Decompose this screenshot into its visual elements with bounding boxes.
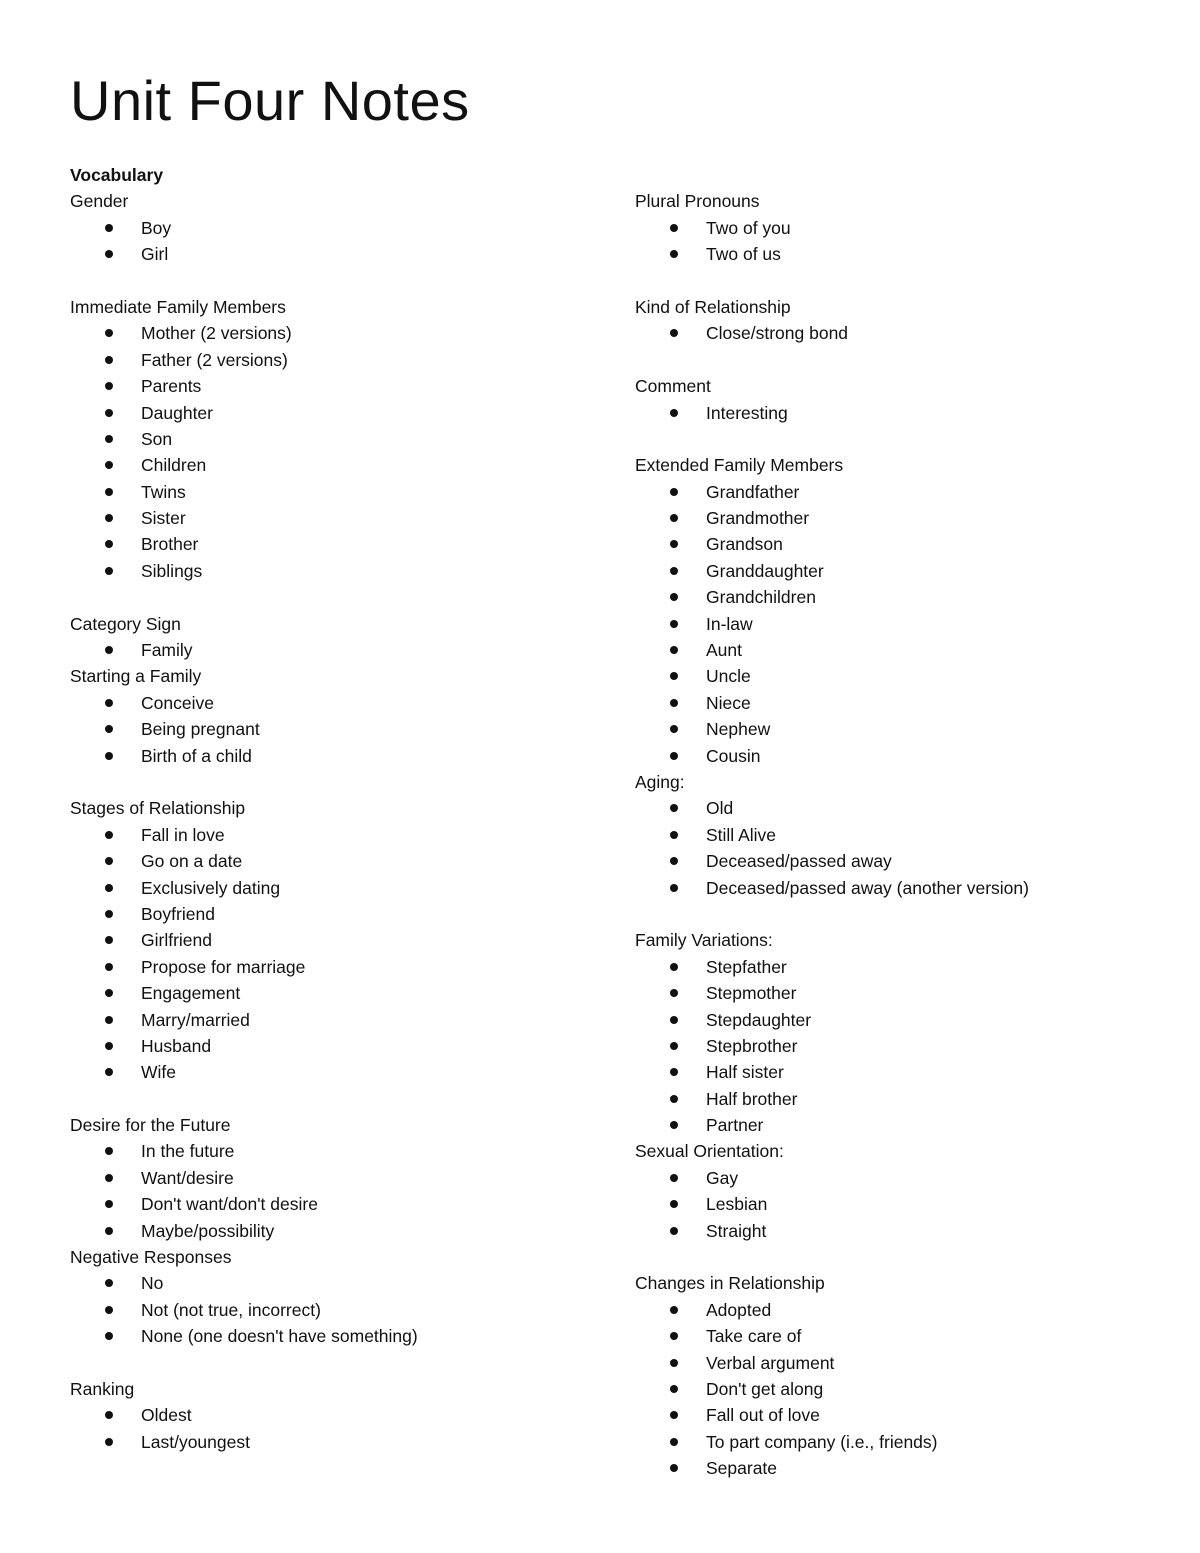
list-item-text: Grandson	[706, 534, 783, 555]
bullet-icon	[670, 672, 678, 680]
bullet-icon	[105, 224, 113, 232]
list-item-text: Family	[141, 640, 193, 661]
list-item	[70, 875, 610, 901]
bullet-list	[635, 1165, 1175, 1244]
list-item-text: Brother	[141, 534, 199, 555]
list-item	[70, 1007, 610, 1033]
bullet-icon	[105, 250, 113, 258]
list-item	[70, 1297, 610, 1323]
list-item-text: None (one doesn't have something)	[141, 1326, 418, 1347]
section-heading: Stages of Relationship	[70, 798, 246, 819]
list-item-text: Birth of a child	[141, 745, 252, 766]
list-item-text: Uncle	[706, 666, 751, 687]
list-item-text: Cousin	[706, 745, 761, 766]
list-item	[70, 1191, 610, 1217]
bullet-icon	[105, 752, 113, 760]
list-item	[635, 1218, 1175, 1244]
list-item	[70, 690, 610, 716]
section	[70, 1244, 610, 1350]
bullet-list	[635, 479, 1175, 769]
bullet-icon	[670, 1200, 678, 1208]
bullet-icon	[670, 989, 678, 997]
section-heading: Negative Responses	[70, 1247, 232, 1268]
bullet-icon	[670, 1042, 678, 1050]
list-item-text: Propose for marriage	[141, 956, 306, 977]
list-item	[70, 241, 610, 267]
page-title: Unit Four Notes	[70, 69, 470, 132]
bullet-icon	[105, 1200, 113, 1208]
list-item	[635, 1007, 1175, 1033]
bullet-list	[635, 1297, 1175, 1482]
bullet-icon	[670, 1306, 678, 1314]
bullet-icon	[670, 1095, 678, 1103]
list-item-text: Separate	[706, 1458, 778, 1479]
list-item-text: Twins	[141, 481, 186, 502]
list-item-text: Straight	[706, 1220, 767, 1241]
list-item	[70, 1059, 610, 1085]
list-item-text: To part company (i.e., friends)	[706, 1431, 938, 1452]
bullet-list	[70, 1270, 610, 1349]
section-heading: Sexual Orientation:	[635, 1141, 784, 1162]
bullet-icon	[670, 1174, 678, 1182]
list-item	[635, 215, 1175, 241]
section	[635, 927, 1175, 1138]
list-item	[70, 1323, 610, 1349]
bullet-list	[635, 795, 1175, 901]
bullet-icon	[670, 250, 678, 258]
bullet-icon	[670, 1438, 678, 1446]
list-item	[635, 1165, 1175, 1191]
left-column	[70, 162, 610, 1455]
section-heading: Plural Pronouns	[635, 191, 760, 212]
bullet-list	[635, 215, 1175, 268]
list-item-text: Exclusively dating	[141, 877, 281, 898]
bullet-icon	[105, 857, 113, 865]
list-item-text: Verbal argument	[706, 1352, 835, 1373]
list-item-text: Still Alive	[706, 824, 777, 845]
list-item	[70, 901, 610, 927]
list-item	[635, 1323, 1175, 1349]
bullet-icon	[105, 1306, 113, 1314]
list-item-text: Deceased/passed away	[706, 851, 892, 872]
bullet-icon	[105, 1147, 113, 1155]
section-heading: Starting a Family	[70, 666, 202, 687]
list-item	[635, 505, 1175, 531]
bullet-icon	[670, 1411, 678, 1419]
bullet-icon	[670, 593, 678, 601]
list-item-text: Daughter	[141, 402, 213, 423]
list-item-text: Don't want/don't desire	[141, 1194, 318, 1215]
bullet-icon	[105, 329, 113, 337]
list-item	[70, 320, 610, 346]
list-item	[635, 531, 1175, 557]
list-item-text: Engagement	[141, 983, 241, 1004]
bullet-list	[70, 690, 610, 769]
list-item-text: Niece	[706, 692, 751, 713]
list-item-text: Old	[706, 798, 734, 819]
section-heading: Desire for the Future	[70, 1115, 231, 1136]
bullet-icon	[670, 409, 678, 417]
list-item	[70, 479, 610, 505]
list-item	[70, 1402, 610, 1428]
bullet-icon	[105, 831, 113, 839]
list-item	[635, 1376, 1175, 1402]
bullet-icon	[670, 699, 678, 707]
list-item-text: Son	[141, 428, 173, 449]
list-item	[635, 1429, 1175, 1455]
list-item-text: Two of you	[706, 217, 791, 238]
section	[635, 452, 1175, 769]
list-item	[635, 980, 1175, 1006]
section-heading: Changes in Relationship	[635, 1273, 825, 1294]
bullet-icon	[670, 1332, 678, 1340]
bullet-icon	[670, 514, 678, 522]
list-item	[635, 320, 1175, 346]
list-item	[70, 980, 610, 1006]
list-item	[70, 373, 610, 399]
list-item	[635, 663, 1175, 689]
bullet-icon	[670, 620, 678, 628]
list-item-text: Granddaughter	[706, 560, 824, 581]
bullet-icon	[670, 567, 678, 575]
bullet-icon	[105, 356, 113, 364]
section	[635, 769, 1175, 901]
list-item	[635, 1455, 1175, 1481]
section	[635, 373, 1175, 426]
list-item-text: Half sister	[706, 1062, 784, 1083]
list-item	[635, 1191, 1175, 1217]
bullet-icon	[105, 646, 113, 654]
list-item-text: Last/youngest	[141, 1431, 250, 1452]
section	[70, 1376, 610, 1455]
list-item-text: Fall in love	[141, 824, 225, 845]
list-item	[635, 241, 1175, 267]
list-item-text: Stepdaughter	[706, 1009, 812, 1030]
bullet-icon	[670, 224, 678, 232]
list-item	[635, 400, 1175, 426]
list-item	[70, 637, 610, 663]
bullet-list	[70, 215, 610, 268]
list-item-text: Boy	[141, 217, 172, 238]
bullet-icon	[105, 963, 113, 971]
section	[70, 663, 610, 769]
list-item	[635, 743, 1175, 769]
list-item-text: Grandchildren	[706, 587, 816, 608]
list-item	[635, 954, 1175, 980]
list-item-text: Lesbian	[706, 1194, 768, 1215]
list-item-text: Take care of	[706, 1326, 802, 1347]
section	[70, 294, 610, 584]
section	[70, 795, 610, 1085]
list-item-text: Grandmother	[706, 508, 810, 529]
list-item-text: Go on a date	[141, 851, 243, 872]
list-item-text: Sister	[141, 508, 186, 529]
list-item	[635, 558, 1175, 584]
section-heading: Aging:	[635, 771, 685, 792]
list-item	[70, 822, 610, 848]
list-item-text: Stepfather	[706, 956, 787, 977]
list-item	[70, 743, 610, 769]
bullet-icon	[670, 752, 678, 760]
section	[70, 1112, 610, 1244]
bullet-icon	[670, 1227, 678, 1235]
list-item-text: Husband	[141, 1035, 212, 1056]
bullet-icon	[670, 963, 678, 971]
bullet-list	[70, 822, 610, 1086]
section-heading: Kind of Relationship	[635, 296, 791, 317]
list-item	[70, 452, 610, 478]
list-item-text: Adopted	[706, 1299, 772, 1320]
list-item-text: Parents	[141, 376, 202, 397]
list-item-text: Close/strong bond	[706, 323, 849, 344]
bullet-icon	[105, 699, 113, 707]
list-item-text: Interesting	[706, 402, 788, 423]
section	[70, 611, 610, 664]
section-heading: Gender	[70, 191, 129, 212]
bullet-icon	[105, 989, 113, 997]
bullet-list	[635, 954, 1175, 1139]
list-item-text: Maybe/possibility	[141, 1220, 275, 1241]
list-item	[70, 1218, 610, 1244]
list-item	[635, 1086, 1175, 1112]
list-item-text: Boyfriend	[141, 903, 215, 924]
bullet-icon	[105, 1332, 113, 1340]
list-item	[635, 1297, 1175, 1323]
bullet-icon	[670, 831, 678, 839]
bullet-icon	[105, 409, 113, 417]
list-item-text: Deceased/passed away (another version)	[706, 877, 1029, 898]
bullet-icon	[105, 725, 113, 733]
section-heading: Family Variations:	[635, 930, 773, 951]
list-item	[635, 1350, 1175, 1376]
list-item	[635, 479, 1175, 505]
list-item-text: Fall out of love	[706, 1405, 820, 1426]
bullet-list	[635, 400, 1175, 426]
list-item	[70, 400, 610, 426]
bullet-icon	[105, 1279, 113, 1287]
list-item-text: Wife	[141, 1062, 176, 1083]
list-item	[635, 1402, 1175, 1428]
bullet-icon	[105, 1438, 113, 1446]
bullet-list	[70, 637, 610, 663]
list-item	[635, 1112, 1175, 1138]
section	[635, 1270, 1175, 1481]
bullet-list	[635, 320, 1175, 346]
bullet-icon	[670, 329, 678, 337]
list-item	[70, 347, 610, 373]
list-item-text: Want/desire	[141, 1167, 234, 1188]
bullet-icon	[670, 1464, 678, 1472]
list-item	[635, 716, 1175, 742]
list-item-text: Girl	[141, 244, 169, 265]
bullet-icon	[105, 382, 113, 390]
list-item	[635, 822, 1175, 848]
bullet-icon	[670, 1121, 678, 1129]
list-item	[70, 531, 610, 557]
bullet-icon	[670, 857, 678, 865]
bullet-icon	[105, 514, 113, 522]
bullet-icon	[105, 884, 113, 892]
bullet-icon	[670, 1016, 678, 1024]
bullet-icon	[670, 646, 678, 654]
list-item-text: Children	[141, 455, 207, 476]
list-item-text: Half brother	[706, 1088, 798, 1109]
section	[635, 1138, 1175, 1244]
bullet-icon	[105, 910, 113, 918]
list-item	[70, 716, 610, 742]
list-item-text: Stepbrother	[706, 1035, 798, 1056]
list-item-text: Girlfriend	[141, 930, 212, 951]
bullet-list	[70, 320, 610, 584]
bullet-icon	[670, 1359, 678, 1367]
list-item-text: Don't get along	[706, 1378, 824, 1399]
bullet-icon	[670, 725, 678, 733]
bullet-icon	[105, 936, 113, 944]
bullet-list	[70, 1138, 610, 1244]
list-item	[70, 558, 610, 584]
list-item-text: Not (not true, incorrect)	[141, 1299, 321, 1320]
list-item	[70, 954, 610, 980]
list-item-text: Grandfather	[706, 481, 800, 502]
list-item	[635, 1059, 1175, 1085]
section-heading: Comment	[635, 376, 711, 397]
list-item	[70, 1429, 610, 1455]
right-column	[635, 162, 1175, 1482]
list-item	[635, 584, 1175, 610]
list-item	[70, 215, 610, 241]
list-item	[70, 848, 610, 874]
list-item-text: Conceive	[141, 692, 214, 713]
bullet-icon	[670, 488, 678, 496]
section-heading: Ranking	[70, 1378, 135, 1399]
vocabulary-heading: Vocabulary	[70, 165, 164, 185]
bullet-list	[70, 1402, 610, 1455]
list-item	[70, 927, 610, 953]
list-item	[70, 1138, 610, 1164]
list-item	[635, 848, 1175, 874]
list-item-text: Father (2 versions)	[141, 349, 288, 370]
bullet-icon	[105, 1411, 113, 1419]
list-item-text: Aunt	[706, 640, 742, 661]
list-item-text: Oldest	[141, 1405, 192, 1426]
list-item-text: Nephew	[706, 719, 771, 740]
list-item-text: Gay	[706, 1167, 739, 1188]
list-item-text: In the future	[141, 1141, 235, 1162]
bullet-icon	[670, 540, 678, 548]
list-item	[635, 1033, 1175, 1059]
list-item-text: Marry/married	[141, 1009, 250, 1030]
list-item-text: Siblings	[141, 560, 203, 581]
list-item-text: Stepmother	[706, 983, 797, 1004]
bullet-icon	[105, 488, 113, 496]
section	[635, 188, 1175, 267]
section-heading: Category Sign	[70, 613, 181, 634]
list-item	[70, 1270, 610, 1296]
list-item	[635, 795, 1175, 821]
list-item-text: Two of us	[706, 244, 781, 265]
section-heading: Extended Family Members	[635, 455, 844, 476]
bullet-icon	[105, 1016, 113, 1024]
list-item-text: In-law	[706, 613, 753, 634]
bullet-icon	[105, 1227, 113, 1235]
bullet-icon	[105, 540, 113, 548]
bullet-icon	[105, 1042, 113, 1050]
list-item	[70, 426, 610, 452]
list-item-text: Partner	[706, 1115, 764, 1136]
section	[635, 294, 1175, 347]
bullet-icon	[105, 1068, 113, 1076]
list-item	[635, 637, 1175, 663]
bullet-icon	[105, 435, 113, 443]
list-item	[70, 1033, 610, 1059]
bullet-icon	[105, 461, 113, 469]
list-item	[635, 690, 1175, 716]
bullet-icon	[670, 1068, 678, 1076]
list-item	[635, 611, 1175, 637]
bullet-icon	[105, 1174, 113, 1182]
list-item	[70, 1165, 610, 1191]
bullet-icon	[105, 567, 113, 575]
list-item	[635, 875, 1175, 901]
section	[70, 188, 610, 267]
bullet-icon	[670, 884, 678, 892]
list-item-text: Mother (2 versions)	[141, 323, 292, 344]
section-heading: Immediate Family Members	[70, 296, 286, 317]
list-item-text: No	[141, 1273, 164, 1294]
list-item-text: Being pregnant	[141, 719, 260, 740]
bullet-icon	[670, 804, 678, 812]
bullet-icon	[670, 1385, 678, 1393]
list-item	[70, 505, 610, 531]
